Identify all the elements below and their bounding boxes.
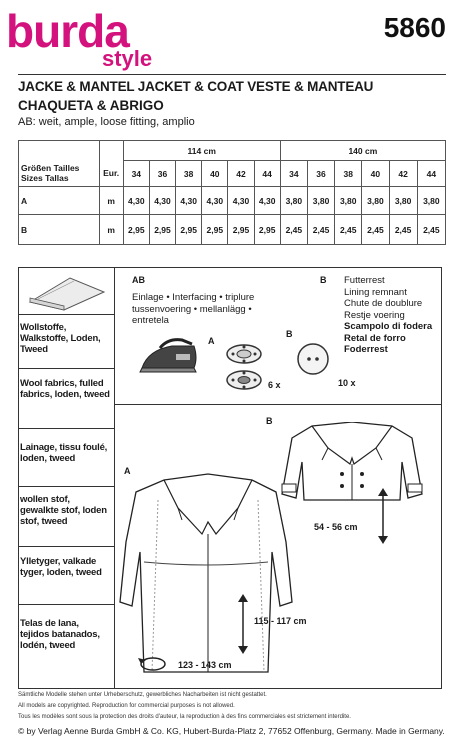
value-cell: 4,30 (149, 187, 175, 215)
size-cell: 36 (307, 161, 334, 187)
size-cell: 34 (280, 161, 307, 187)
width-range: 123 - 143 cm (178, 660, 232, 670)
lining-line: Restje voering (344, 309, 405, 321)
footer-copyright-de: Sämtliche Modelle stehen unter Urheberschutz, gewerbliches Nacharbeiten ist nicht gestattet. (18, 692, 267, 698)
button-view-label: B (286, 329, 293, 339)
size-cell: 36 (149, 161, 175, 187)
fabric-sv: Ylletyger, valkade tyger, loden, tweed (20, 556, 102, 578)
lining-text (344, 275, 432, 356)
value-cell: 3,80 (389, 187, 417, 215)
footer-copyright-en: All models are copyrighted. Reproduction for commercial purposes is not allowed. (18, 703, 235, 709)
size-cell: 38 (176, 161, 202, 187)
lining-line: Scampolo di fodera (344, 321, 433, 332)
fabric-separator (18, 428, 114, 429)
value-cell: 4,30 (254, 187, 280, 215)
lining-line: Retal de forro (344, 332, 406, 344)
table-row-a (19, 187, 446, 215)
size-cell: 40 (202, 161, 228, 187)
interfacing-line: tussenvoering • mellanlägg • (132, 303, 252, 315)
coat-length-arrow-icon (232, 594, 254, 654)
size-cell: 38 (335, 161, 362, 187)
value-cell: 4,30 (123, 187, 149, 215)
row-unit: m (99, 215, 123, 245)
size-label-cell (19, 161, 100, 187)
width-140-header: 140 cm (280, 141, 445, 161)
value-cell: 2,45 (307, 215, 334, 245)
interfacing-text (132, 292, 254, 327)
value-cell: 4,30 (228, 187, 254, 215)
value-cell: 3,80 (362, 187, 389, 215)
value-cell: 2,45 (335, 215, 362, 245)
fabric-separator (18, 314, 114, 315)
view-b-label: B (266, 416, 273, 426)
fabric-es: Telas de lana, tejidos batanados, lodén, tweed (20, 618, 100, 651)
value-cell: 2,45 (362, 215, 389, 245)
value-cell: 3,80 (417, 187, 445, 215)
snaps-count: 6 x (268, 380, 281, 390)
size-label-header (19, 141, 100, 161)
notions-ab-label: AB (132, 275, 145, 285)
fabric-bolt-icon (24, 272, 108, 312)
eur-header-empty (99, 141, 123, 161)
title-line-2: CHAQUETA & ABRIGO (18, 98, 164, 113)
pattern-number: 5860 (383, 12, 446, 43)
footer-copyright-fr: Tous les modèles sont sous la protection des droits d'auteur, la reproduction à des fins commerciales est strictement interdite. (18, 714, 351, 720)
brand-sub: style (102, 46, 153, 71)
lining-line: Futterrest (344, 275, 385, 286)
size-cell: 42 (228, 161, 254, 187)
view-a-label: A (124, 466, 131, 476)
fabric-separator (18, 486, 114, 487)
eur-label: Eur. (99, 161, 123, 187)
row-unit: m (99, 187, 123, 215)
value-cell: 2,95 (123, 215, 149, 245)
size-cell: 44 (417, 161, 445, 187)
row-view-label: B (19, 215, 100, 245)
width-114-header: 114 cm (123, 141, 280, 161)
value-cell: 4,30 (202, 187, 228, 215)
value-cell: 3,80 (280, 187, 307, 215)
coat-length: 115 - 117 cm (254, 616, 307, 626)
brand-name: burda (6, 5, 129, 57)
value-cell: 2,95 (228, 215, 254, 245)
jacket-length-arrow-icon (372, 488, 394, 544)
value-cell: 2,45 (389, 215, 417, 245)
interfacing-line: entretela (132, 315, 169, 326)
header-rule (18, 74, 446, 75)
size-cell: 40 (362, 161, 389, 187)
lining-line: Foderrest (344, 344, 388, 355)
snap-fastener-icon (224, 342, 264, 366)
width-loop-arrow-icon (138, 654, 168, 674)
value-cell: 3,80 (335, 187, 362, 215)
value-cell: 2,95 (149, 215, 175, 245)
value-cell: 2,95 (254, 215, 280, 245)
fabric-nl: wollen stof, gewalkte stof, loden stof, tweed (20, 494, 107, 527)
fabric-separator (18, 368, 114, 369)
fabric-separator (18, 546, 114, 547)
iron-view-label: A (208, 336, 215, 346)
fit-description: AB: weit, ample, loose fitting, amplio (18, 116, 195, 128)
coat-illustration (118, 472, 298, 682)
value-cell: 2,45 (280, 215, 307, 245)
lining-line: Chute de doublure (344, 298, 423, 309)
lining-line: Lining remnant (344, 286, 407, 298)
fabric-de: Wollstoffe, Walkstoffe, Loden, Tweed (20, 322, 101, 355)
burda-style-logo (6, 5, 166, 71)
fabric-en: Wool fabrics, fulled fabrics, loden, tweed (20, 378, 110, 400)
size-cell: 44 (254, 161, 280, 187)
button-icon (296, 342, 330, 376)
iron-icon (138, 336, 204, 378)
snap-fastener-icon (224, 368, 264, 392)
jacket-illustration (272, 422, 432, 508)
size-label-1: Größen Tailles (21, 163, 80, 174)
value-cell: 2,95 (176, 215, 202, 245)
footer-publisher: © by Verlag Aenne Burda GmbH & Co. KG, Hubert-Burda-Platz 2, 77652 Offenburg, Germany. Made in Germany. (18, 726, 445, 736)
title-line-1: JACKE & MANTEL JACKET & COAT VESTE & MANTEAU (18, 79, 374, 94)
lining-view-label: B (320, 275, 327, 285)
size-cell: 34 (123, 161, 149, 187)
panel-divider-horizontal (114, 404, 442, 405)
interfacing-line: Einlage • Interfacing • triplure (132, 292, 255, 303)
jacket-length: 54 - 56 cm (314, 522, 358, 532)
value-cell: 3,80 (307, 187, 334, 215)
fabric-fr: Lainage, tissu foulé, loden, tweed (20, 442, 108, 464)
value-cell: 2,45 (417, 215, 445, 245)
fabric-requirement-table (18, 140, 446, 245)
size-cell: 42 (389, 161, 417, 187)
panel-divider-vertical (114, 267, 115, 689)
value-cell: 4,30 (176, 187, 202, 215)
button-count: 10 x (338, 378, 356, 388)
row-view-label: A (19, 187, 100, 215)
value-cell: 2,95 (202, 215, 228, 245)
fabric-separator (18, 604, 114, 605)
table-row-b (19, 215, 446, 245)
size-label-2: Sizes Tallas (21, 173, 69, 184)
